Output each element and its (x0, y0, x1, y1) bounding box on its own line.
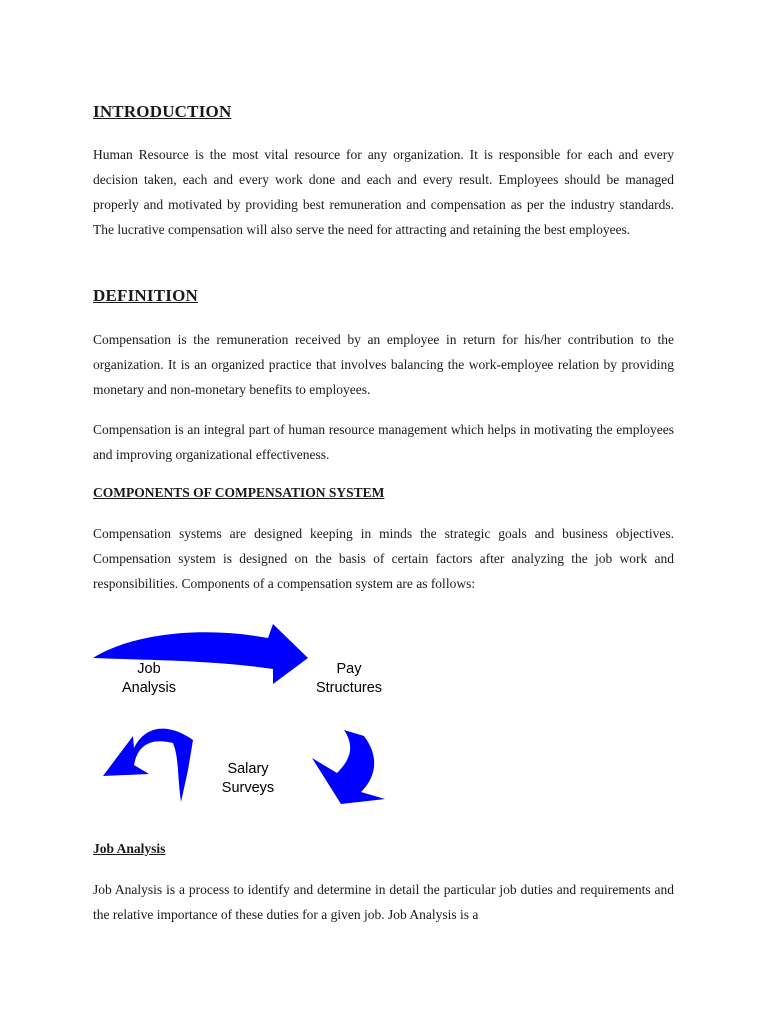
definition-paragraph-2: Compensation is an integral part of human resource management which helps in motivating the employees and improving organizational effectiveness. (93, 422, 674, 462)
components-heading: COMPONENTS OF COMPENSATION SYSTEM (93, 485, 385, 500)
compensation-cycle-diagram (93, 618, 413, 808)
introduction-paragraph: Human Resource is the most vital resource for any organization. It is responsible for each and every decision taken, each and every work done and each and every result. Employees should be managed properly and motivated by providing best remuneration and compensation as per the industry standards. The lucrative compensation will also serve the need for attracting and retaining the best employees. (93, 147, 674, 237)
job-analysis-paragraph: Job Analysis is a process to identify and determine in detail the particular job duties and requirements and the relative importance of these duties for a given job. Job Analysis is a (93, 882, 674, 922)
job-analysis-heading: Job Analysis (93, 841, 166, 856)
arrow-to-salary-surveys-icon (312, 730, 385, 804)
definition-paragraph-1: Compensation is the remuneration received by an employee in return for his/her contribution to the organization. It is an organized practice that involves balancing the work-employee relation by providing monetary and non-monetary benefits to employees. (93, 332, 674, 397)
pay-structures-label: Pay Structures (315, 661, 383, 696)
job-analysis-label: Job Analysis (122, 661, 176, 696)
components-paragraph: Compensation systems are designed keeping in minds the strategic goals and business objectives. Compensation system is designed on the basis of certain factors after analyzing the job work and responsibilities. Components of a compensation system are as follows: (93, 526, 674, 591)
introduction-heading: INTRODUCTION (93, 102, 232, 121)
definition-heading: DEFINITION (93, 286, 198, 305)
salary-surveys-label: Salary Surveys (221, 761, 275, 796)
arrow-to-job-analysis-icon (103, 729, 193, 802)
